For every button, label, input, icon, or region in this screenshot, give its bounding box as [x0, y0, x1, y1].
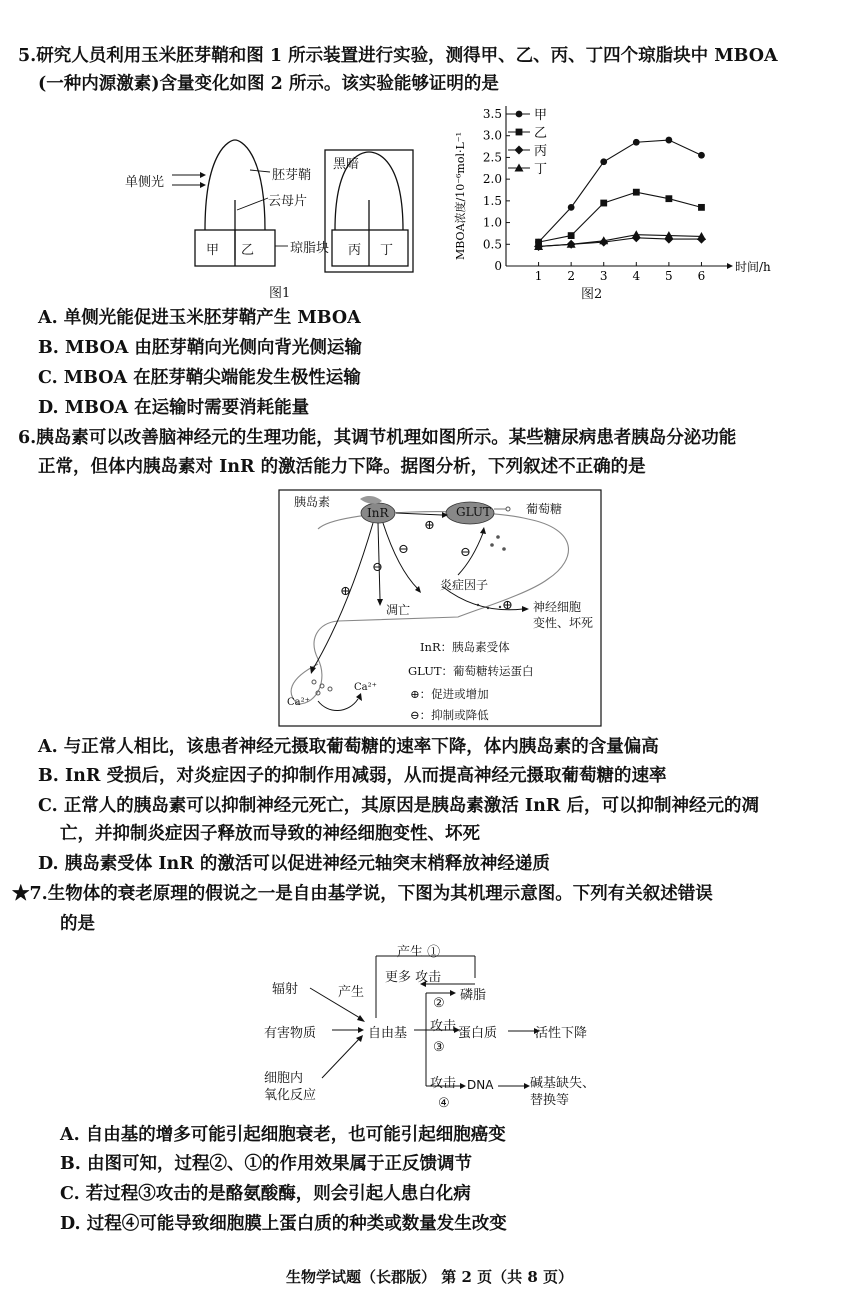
q6-option-d[interactable]: D. 胰岛素受体 InR 的激活可以促进神经元轴突末梢释放神经递质	[38, 854, 550, 874]
fig6-minus-3: ⊖	[372, 560, 383, 575]
q7-more-attack: 更多 攻击	[385, 970, 442, 985]
q5-option-d[interactable]: D. MBOA 在运输时需要消耗能量	[38, 398, 310, 418]
q7-protein: 蛋白质	[458, 1026, 498, 1041]
series-line	[539, 192, 702, 242]
fig6-glut-label: GLUT	[456, 505, 492, 519]
y-tick-label: 2.5	[482, 150, 502, 165]
fig6-plus-3: ⊕	[502, 598, 513, 613]
data-point	[633, 139, 640, 146]
q5-figure-2-chart	[448, 102, 771, 302]
data-point	[698, 204, 705, 211]
series-line	[539, 140, 702, 242]
q7-harmful: 有害物质	[264, 1026, 317, 1041]
q6-option-c-line1[interactable]: C. 正常人的胰岛素可以抑制神经元死亡，其原因是胰岛素激活 InR 后，可以抑制神经元的凋	[38, 796, 759, 816]
data-point	[632, 230, 641, 238]
q6-stem-line1: 6.胰岛素可以改善脑神经元的生理功能，其调节机理如图所示。某些糖尿病患者胰岛分泌功能	[18, 428, 737, 448]
x-tick-label: 6	[697, 269, 706, 283]
fig1-light-label: 单侧光	[125, 175, 165, 190]
q5-figure-1	[120, 130, 420, 305]
x-tick-label: 3	[599, 269, 608, 283]
fig6-damage-line2: 变性、坏死	[533, 616, 594, 630]
q7-radiation: 辐射	[272, 982, 299, 997]
data-point	[516, 111, 523, 118]
q7-option-c[interactable]: C. 若过程③攻击的是酪氨酸酶，则会引起人患白化病	[60, 1184, 471, 1204]
fig6-legend-glut: GLUT：葡萄糖转运蛋白	[408, 664, 534, 678]
q6-option-b[interactable]: B. InR 受损后，对炎症因子的抑制作用减弱，从而提高神经元摄取葡萄糖的速率	[38, 766, 667, 786]
fig1-block-jia: 甲	[206, 243, 220, 258]
fig1-block-yi: 乙	[241, 243, 255, 258]
x-axis-label: 时间/h	[735, 260, 771, 274]
fig6-legend-inr: InR：胰岛素受体	[420, 640, 510, 654]
x-tick-label: 5	[665, 269, 673, 283]
q6-option-a[interactable]: A. 与正常人相比，该患者神经元摄取葡萄糖的速率下降，体内胰岛素的含量偏高	[38, 737, 659, 757]
q7-produce-1: 产生 ①	[397, 945, 441, 960]
fig1-coleoptile-label: 胚芽鞘	[272, 168, 312, 183]
q5-option-b[interactable]: B. MBOA 由胚芽鞘向光侧向背光侧运输	[38, 338, 362, 358]
q7-free-radical: 自由基	[368, 1026, 408, 1041]
data-point	[698, 152, 705, 159]
q5-stem-line1: 5.研究人员利用玉米胚芽鞘和图 1 所示装置进行实验，测得甲、乙、丙、丁四个琼脂块中 MBOA	[18, 46, 778, 66]
fig6-plus-2: ⊕	[340, 584, 351, 599]
data-point	[568, 204, 575, 211]
q7-option-d[interactable]: D. 过程④可能导致细胞膜上蛋白质的种类或数量发生改变	[60, 1214, 507, 1234]
series-2	[535, 189, 705, 246]
series-line	[539, 235, 702, 247]
legend-label: 甲	[534, 108, 548, 123]
q6-stem-line2: 正常，但体内胰岛素对 InR 的激活能力下降。据图分析，下列叙述不正确的是	[38, 457, 646, 477]
legend-label: 丙	[534, 144, 548, 159]
y-tick-label: 0	[494, 259, 502, 273]
q7-num-3: ③	[433, 1040, 445, 1055]
fig1-agar-label: 琼脂块	[290, 241, 330, 256]
fig6-inr-label: InR	[367, 506, 389, 520]
fig6-apoptosis-label: 凋亡	[386, 603, 411, 617]
fig6-insulin-label: 胰岛素	[294, 495, 331, 509]
fig1-mica-label: 云母片	[268, 194, 308, 209]
data-point	[665, 195, 672, 202]
data-point	[568, 232, 575, 239]
fig1-dark-label: 黑暗	[333, 157, 360, 172]
data-point	[600, 200, 607, 207]
fig1-block-ding: 丁	[380, 243, 394, 258]
q7-num-2: ②	[433, 996, 445, 1011]
legend-label: 丁	[534, 162, 548, 177]
q7-produce: 产生	[338, 985, 365, 1000]
x-tick-label: 2	[567, 269, 575, 283]
q7-attack-2: 攻击	[430, 1076, 457, 1091]
q7-oxidation-line2: 氧化反应	[264, 1088, 317, 1103]
fig6-ca-label-2: Ca²⁺	[287, 697, 310, 708]
y-tick-label: 0.5	[482, 237, 502, 252]
q7-option-b[interactable]: B. 由图可知，过程②、①的作用效果属于正反馈调节	[60, 1154, 472, 1174]
fig6-damage-line1: 神经细胞	[533, 600, 582, 614]
fig6-glucose-label: 葡萄糖	[526, 502, 563, 516]
y-tick-label: 2.0	[482, 172, 502, 187]
q5-option-c[interactable]: C. MBOA 在胚芽鞘尖端能发生极性运输	[38, 368, 361, 388]
data-point	[516, 129, 523, 136]
q5-option-a[interactable]: A. 单侧光能促进玉米胚芽鞘产生 MBOA	[38, 308, 361, 328]
x-axis-arrow	[727, 263, 733, 269]
q7-base-line2: 替换等	[530, 1093, 570, 1108]
y-tick-label: 3.0	[482, 128, 502, 143]
x-tick-label: 4	[632, 269, 641, 283]
fig2-caption: 图2	[581, 287, 603, 302]
fig1-block-bing: 丙	[348, 243, 362, 258]
fig6-plus-1: ⊕	[424, 518, 435, 533]
fig6-legend-plus: ⊕：促进或增加	[410, 687, 489, 701]
q7-attack-1: 攻击	[430, 1019, 457, 1034]
page-footer: 生物学试题（长郡版） 第 2 页（共 8 页）	[286, 1268, 573, 1286]
fig6-legend-minus: ⊖：抑制或降低	[410, 708, 489, 722]
q6-option-c-line2: 亡，并抑制炎症因子释放而导致的神经细胞变性、坏死	[60, 824, 480, 844]
data-point	[515, 146, 524, 155]
q7-dna: DNA	[467, 1078, 494, 1092]
x-tick-label: 1	[534, 269, 543, 283]
fig6-minus-1: ⊖	[398, 542, 409, 557]
q7-option-a[interactable]: A. 自由基的增多可能引起细胞衰老，也可能引起细胞癌变	[60, 1125, 506, 1145]
q7-stem-line2: 的是	[60, 914, 95, 934]
y-tick-label: 1.5	[482, 193, 502, 208]
fig1-caption: 图1	[269, 286, 291, 301]
y-axis-label: MBOA浓度/10⁻⁶mol·L⁻¹	[454, 131, 467, 260]
q5-stem-line2: (一种内源激素)含量变化如图 2 所示。该实验能够证明的是	[38, 74, 499, 94]
data-point	[665, 137, 672, 144]
q7-stem-line1: ★7.生物体的衰老原理的假说之一是自由基学说，下图为其机理示意图。下列有关叙述错误	[12, 884, 713, 904]
fig6-ca-label-1: Ca²⁺	[354, 682, 377, 693]
q7-phospholipid: 磷脂	[460, 988, 487, 1003]
q7-oxidation-line1: 细胞内	[264, 1071, 304, 1086]
y-tick-label: 1.0	[482, 215, 502, 230]
q7-num-4: ④	[438, 1096, 450, 1111]
fig6-inflammation-label: 炎症因子	[440, 578, 489, 592]
series-1	[535, 137, 705, 246]
fig6-minus-2: ⊖	[460, 545, 471, 560]
data-point	[600, 158, 607, 165]
y-tick-label: 3.5	[482, 107, 502, 121]
data-point	[633, 189, 640, 196]
q7-activity-down: 活性下降	[535, 1026, 588, 1041]
q7-base-line1: 碱基缺失、	[530, 1076, 596, 1091]
legend-label: 乙	[534, 126, 548, 141]
